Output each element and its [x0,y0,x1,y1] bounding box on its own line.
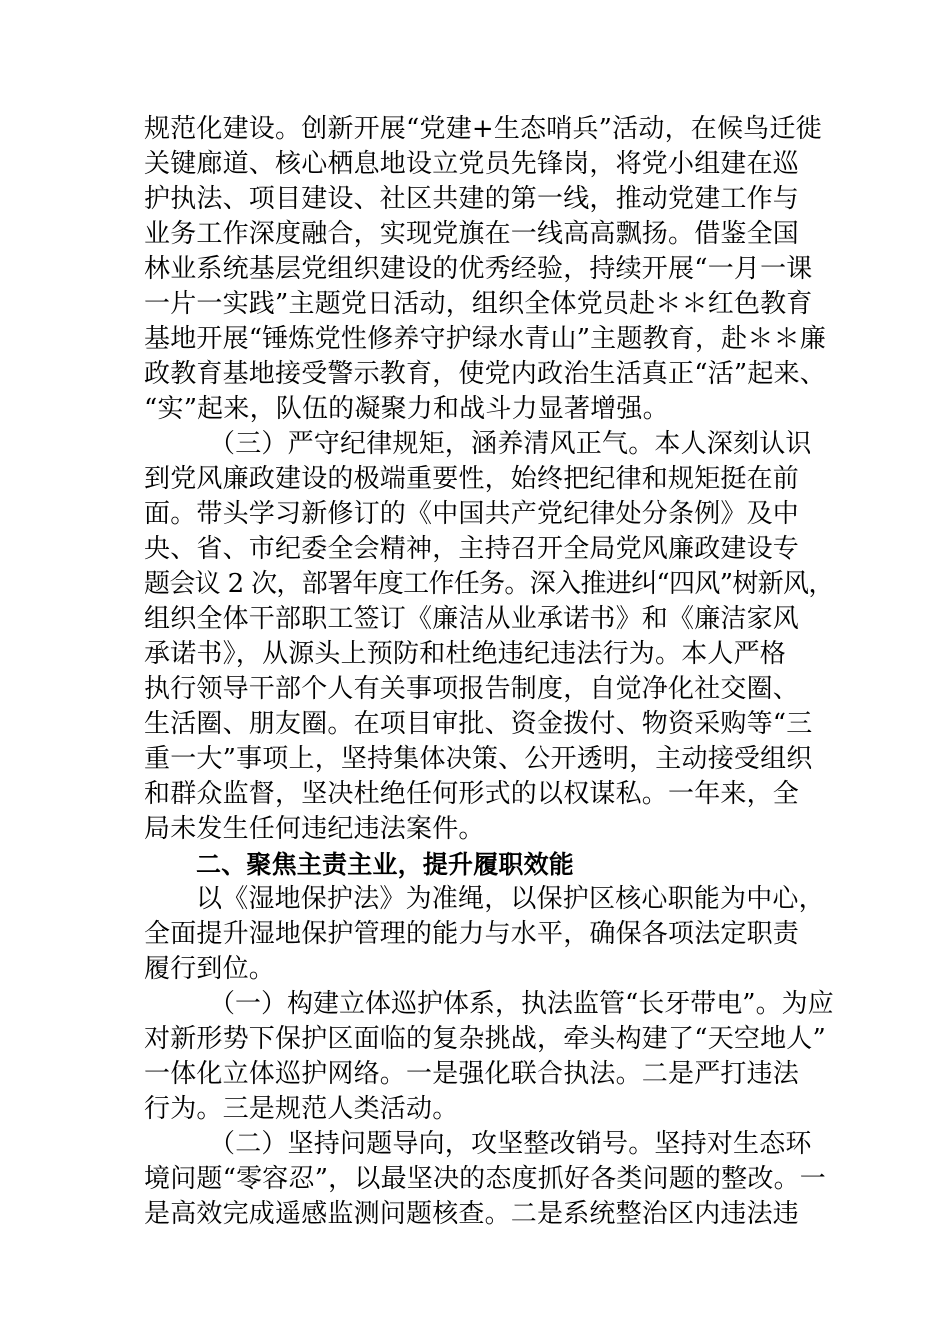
text-line: 行为。三是规范人类活动。 [144,1094,459,1124]
text-line: 境问题“零容忍”，以最坚决的态度抓好各类问题的整改。一 [144,1164,826,1194]
text-line: 林业系统基层党组织建设的优秀经验，持续开展“一月一课 [144,254,813,284]
section-heading: 二、聚焦主责主业，提升履职效能 [196,850,575,879]
paragraph-first-line: 以《湿地保护法》为准绳，以保护区核心职能为中心， [196,884,825,914]
text-line: 局未发生任何违纪违法案件。 [144,814,485,844]
text-line: 到党风廉政建设的极端重要性，始终把纪律和规矩挺在前 [144,464,800,494]
text-line: 组织全体干部职工签订《廉洁从业承诺书》和《廉洁家风 [144,604,800,634]
text-line: 是高效完成遥感监测问题核查。二是系统整治区内违法违 [144,1199,800,1229]
text-line: 全面提升湿地保护管理的能力与水平，确保各项法定职责 [144,919,800,949]
text-line: 生活圈、朋友圈。在项目审批、资金拨付、物资采购等“三 [144,709,813,739]
text-line: 面。带头学习新修订的《中国共产党纪律处分条例》及中 [144,499,800,529]
text-line: 承诺书》，从源头上预防和杜绝违纪违法行为。本人严格 [144,639,787,669]
text-line: 央、省、市纪委全会精神，主持召开全局党风廉政建设专 [144,534,800,564]
text-line: 题会议 2 次，部署年度工作任务。深入推进纠“四风”树新风， [144,569,834,599]
text-line: 政教育基地接受警示教育，使党内政治生活真正“活”起来、 [144,359,826,389]
text-line: 关键廊道、核心栖息地设立党员先锋岗，将党小组建在巡 [144,149,800,179]
section-intro-line: （一）构建立体巡护体系，执法监管“长牙带电”。为应 [209,989,834,1019]
document-body [144,112,834,1232]
text-line: 基地开展“锤炼党性修养守护绿水青山”主题教育，赴＊＊廉 [144,324,826,354]
text-line: 重一大”事项上，坚持集体决策、公开透明，主动接受组织 [144,744,813,774]
text-line: “实”起来，队伍的凝聚力和战斗力显著增强。 [144,394,669,424]
section-intro-line: （三）严守纪律规矩，涵养清风正气。本人深刻认识 [209,429,812,459]
text-line: 护执法、项目建设、社区共建的第一线，推动党建工作与 [144,184,800,214]
text-line: 一片一实践”主题党日活动，组织全体党员赴＊＊红色教育 [144,289,813,319]
section-intro-line: （二）坚持问题导向，攻坚整改销号。坚持对生态环 [209,1129,812,1159]
text-line: 一体化立体巡护网络。一是强化联合执法。二是严打违法 [144,1059,800,1089]
text-line: 业务工作深度融合，实现党旗在一线高高飘扬。借鉴全国 [144,219,800,249]
text-line: 和群众监督，坚决杜绝任何形式的以权谋私。一年来，全 [144,779,800,809]
text-line: 对新形势下保护区面临的复杂挑战，牵头构建了“天空地人” [144,1024,826,1054]
text-line: 履行到位。 [144,954,276,984]
text-line: 执行领导干部个人有关事项报告制度，自觉净化社交圈、 [144,674,800,704]
text-line: 规范化建设。创新开展“党建+生态哨兵”活动，在候鸟迁徙 [144,114,822,144]
